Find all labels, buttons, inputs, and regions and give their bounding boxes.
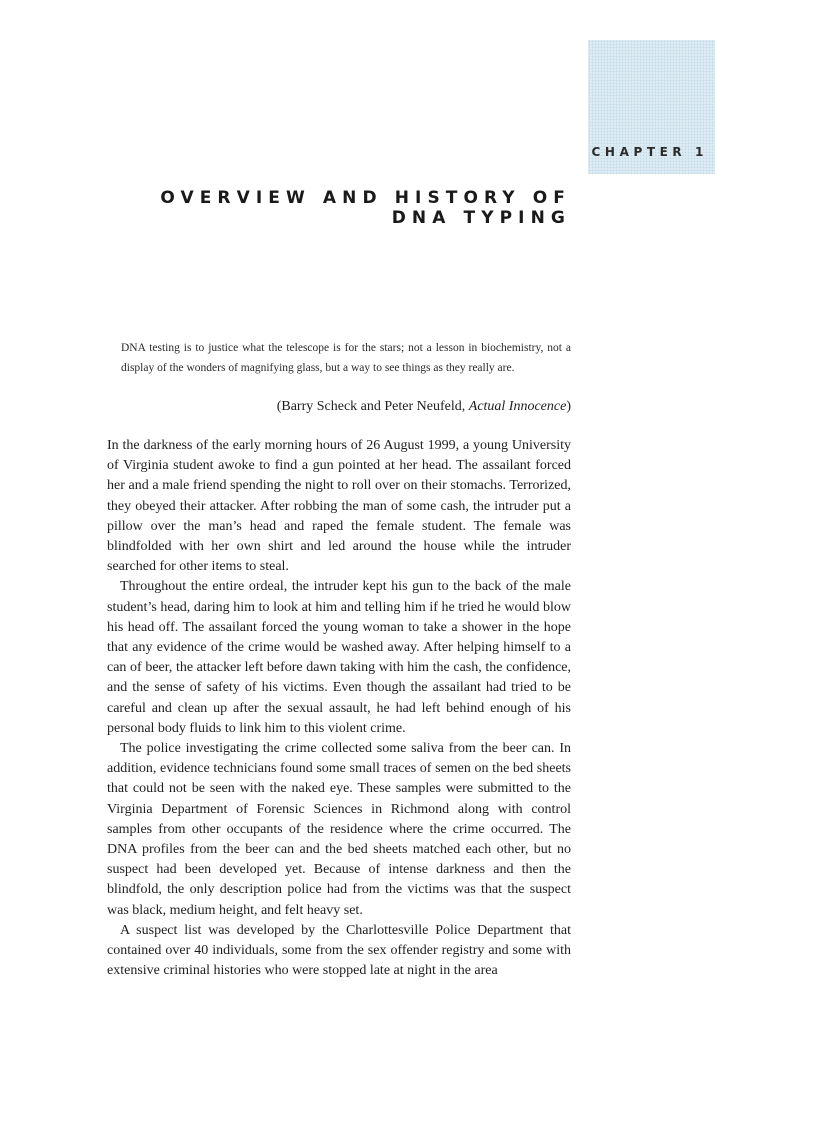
body-paragraph-3: The police investigating the crime collected some saliva from the beer can. In addition, evidence technicians found some small traces of semen on the bed sheets that could not be seen with the naked eye. These samples were submitted to the Virginia Department of Forensic Sciences in Richmond along with control samples from other occupants of the residence where the crime occurred. The DNA profiles from the beer can and the bed sheets matched each other, but no suspect had been developed yet. Because of intense darkness and then the blindfold, the only description police had from the victims was that the suspect was black, medium height, and felt heavy set. (107, 741, 571, 918)
attribution-close: ) (566, 399, 571, 414)
body-paragraph-1: In the darkness of the early morning hours of 26 August 1999, a young University of Virginia student awoke to find a gun pointed at her head. The assailant forced her and a male friend spending the night to roll over on their stomachs. Terrorized, they obeyed their attacker. After robbing the man of some cash, the intruder put a pillow over the man’s head and raped the female student. The female was blindfolded with her own shirt and led around the house while the intruder searched for other items to steal. (107, 438, 571, 575)
body-paragraph-2: Throughout the entire ordeal, the intruder kept his gun to the back of the male student’s head, daring him to look at him and telling him if he tried he would blow his head off. The assailant forced the young woman to take a shower in the hope that any evidence of the crime would be washed away. After helping himself to a can of beer, the attacker left before dawn taking with him the cash, the confidence, and the sense of safety of his victims. Even though the assailant had tried to be careful and clean up after the sexual assault, he had left behind enough of his personal body fluids to link him to this violent crime. (107, 579, 571, 736)
chapter-number: CHAPTER 1 (591, 145, 708, 159)
chapter-title-line-1: OVERVIEW AND HISTORY OF (160, 188, 571, 208)
epigraph-quote: DNA testing is to justice what the telescope is for the stars; not a lesson in biochemistry, not a display of the wonders of magnifying glass, but a way to see things as they really are. (121, 342, 571, 374)
body-paragraph-4: A suspect list was developed by the Charlottesville Police Department that contained over 40 individuals, some from the sex offender registry and some with extensive criminal histories who were stopped late at night in the area (107, 922, 571, 979)
chapter-title (150, 188, 571, 228)
body-text (107, 436, 571, 981)
epigraph-attribution (121, 399, 571, 415)
attribution-work: Actual Innocence (468, 399, 567, 414)
chapter-title-line-2: DNA TYPING (391, 208, 571, 228)
attribution-authors: (Barry Scheck and Peter Neufeld, (276, 399, 469, 414)
